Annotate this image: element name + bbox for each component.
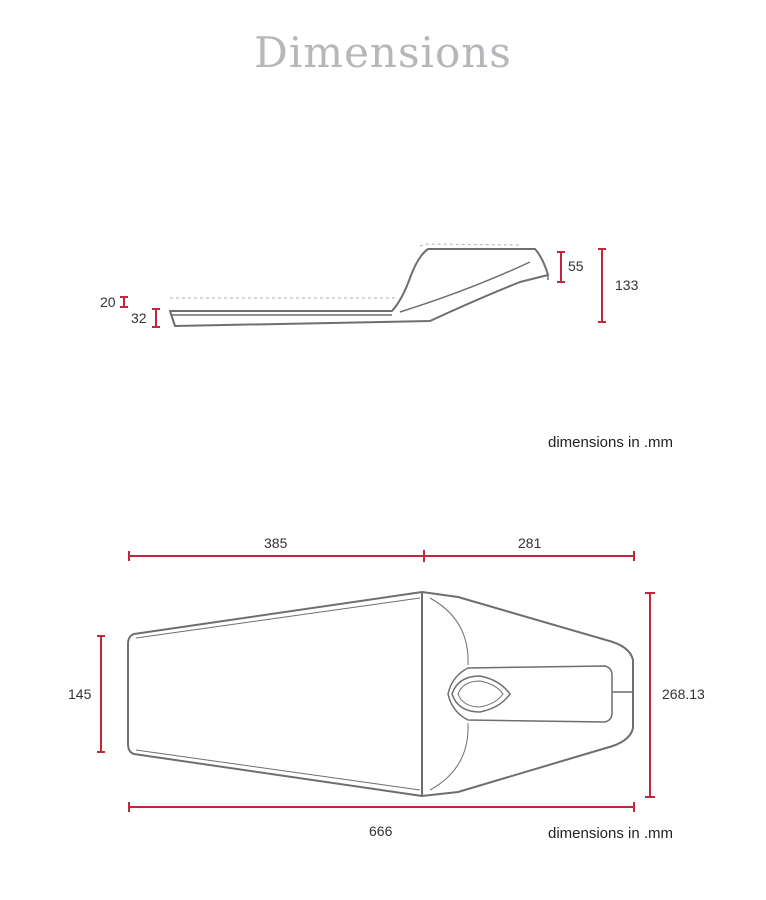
dim-line-front-width bbox=[97, 636, 105, 752]
page-title: Dimensions bbox=[254, 28, 512, 77]
seat-side-view bbox=[170, 244, 548, 326]
top-units-note: dimensions in .mm bbox=[548, 825, 674, 842]
dim-line-front-length bbox=[129, 550, 424, 562]
dim-label-rear-length: 281 bbox=[518, 535, 542, 551]
dim-label-front-length: 385 bbox=[264, 535, 288, 551]
tail-light-inner bbox=[458, 681, 503, 707]
top-dimension-lines bbox=[97, 550, 655, 812]
dim-line-base-height bbox=[152, 309, 160, 327]
dim-label-total-height: 133 bbox=[615, 277, 639, 293]
dim-label-front-width: 145 bbox=[68, 686, 92, 702]
dim-line-tail-top bbox=[557, 252, 565, 282]
seat-top-view bbox=[128, 592, 633, 796]
seat-top-outline bbox=[128, 592, 633, 796]
dim-line-seat-pad bbox=[120, 297, 128, 307]
seat-side-padding-outline bbox=[170, 244, 520, 298]
dim-label-tail-top: 55 bbox=[568, 258, 584, 274]
dim-line-total-length bbox=[129, 802, 634, 812]
dim-line-rear-length bbox=[424, 551, 634, 561]
dim-line-total-height bbox=[598, 249, 606, 322]
dim-label-total-width: 268.13 bbox=[662, 686, 705, 702]
seat-top-tail-curve bbox=[430, 598, 468, 790]
dim-label-base-height: 32 bbox=[131, 310, 147, 326]
dim-label-seat-pad: 20 bbox=[100, 294, 116, 310]
dim-line-total-width bbox=[645, 593, 655, 797]
seat-side-tail-edge bbox=[400, 262, 548, 312]
seat-top-hump bbox=[448, 666, 612, 722]
dim-label-total-length: 666 bbox=[369, 823, 393, 839]
side-units-note: dimensions in .mm bbox=[548, 434, 674, 451]
